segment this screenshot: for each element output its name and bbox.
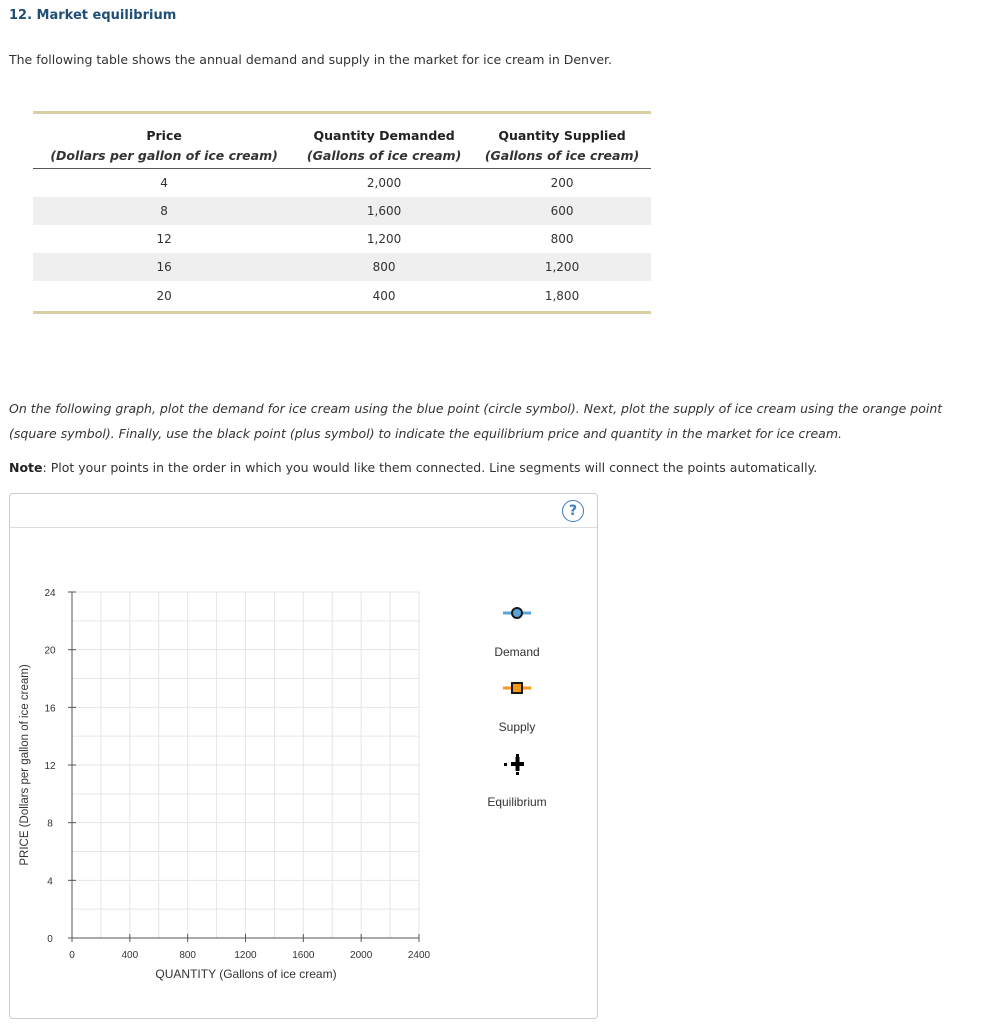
- y-axis-label: PRICE (Dollars per gallon of ice cream): [19, 664, 31, 866]
- header-price: Price: [146, 127, 182, 143]
- y-tick-label: 8: [47, 818, 53, 830]
- table-row: [33, 169, 651, 198]
- cell-price: 16: [33, 253, 295, 281]
- legend-demand-label: Demand: [494, 645, 540, 659]
- question-title: 12. Market equilibrium: [9, 8, 177, 23]
- x-tick-label: 400: [121, 950, 139, 961]
- note-body: : Plot your points in the order in which you would like them connected. Line segments will connect the points automatically.: [42, 460, 818, 475]
- cell-quantity-supplied: 600: [473, 197, 651, 225]
- equilibrium-point-tool[interactable]: [504, 754, 524, 775]
- table-row: [33, 225, 651, 253]
- cell-quantity-supplied: 1,800: [544, 289, 580, 303]
- grid-lines: [72, 592, 419, 938]
- x-tick-label: 0: [69, 950, 75, 961]
- note-label: Note: [9, 460, 43, 475]
- plot-area[interactable]: [10, 494, 597, 1018]
- y-tick-label: 20: [44, 645, 56, 657]
- x-tick-label: 800: [179, 950, 197, 961]
- x-axis-label: QUANTITY (Gallons of ice cream): [155, 967, 337, 981]
- question-intro: The following table shows the annual demand and supply in the market for ice cream in Denver.: [9, 52, 613, 67]
- note-text: [9, 460, 817, 475]
- plus-symbol-icon: [511, 757, 524, 771]
- cell-price: 20: [156, 289, 172, 303]
- demand-supply-table: [33, 111, 651, 314]
- cell-quantity-demanded: 800: [295, 253, 473, 281]
- cell-price: 12: [156, 232, 172, 246]
- circle-symbol-icon: [512, 608, 522, 618]
- x-tick-label: 2000: [350, 950, 373, 961]
- cell-quantity-demanded: 2,000: [366, 176, 402, 190]
- cell-quantity-supplied: 200: [550, 176, 574, 190]
- axes: [68, 592, 419, 942]
- y-tick-label: 24: [44, 588, 56, 599]
- table-row: [33, 197, 651, 225]
- y-tick-label: 16: [44, 703, 56, 715]
- supply-point-tool[interactable]: [503, 683, 531, 693]
- table-row: [33, 253, 651, 281]
- legend-equilibrium-label: Equilibrium: [487, 795, 547, 809]
- cell-quantity-supplied: 1,200: [473, 253, 651, 281]
- x-tick-label: 1200: [234, 950, 257, 961]
- cell-price: 4: [160, 176, 168, 190]
- help-icon[interactable]: ?: [562, 500, 584, 522]
- square-symbol-icon: [512, 683, 522, 693]
- x-tick-label: 1600: [292, 950, 315, 961]
- header-quantity-demanded: Quantity Demanded: [313, 127, 455, 143]
- header-demanded-unit: (Gallons of ice cream): [295, 144, 473, 169]
- graph-panel: [9, 493, 598, 1019]
- cell-quantity-demanded: 400: [372, 289, 396, 303]
- x-tick-label: 2400: [407, 950, 431, 961]
- cell-quantity-demanded: 1,600: [295, 197, 473, 225]
- demand-point-tool[interactable]: [503, 608, 531, 618]
- header-quantity-supplied: Quantity Supplied: [498, 127, 626, 143]
- cell-quantity-supplied: 800: [550, 232, 574, 246]
- y-tick-label: 12: [44, 761, 56, 772]
- table-row: [33, 281, 651, 311]
- tick-labels: [44, 588, 430, 961]
- legend-supply-label: Supply: [498, 720, 536, 734]
- cell-quantity-demanded: 1,200: [366, 232, 402, 246]
- graph-instructions: On the following graph, plot the demand for ice cream using the blue point (circle symbol). Next, plot the supply of ice cream using the orange point (square symbol). Finally, use the black point (plus symbol) to indicate the equilibrium price and quantity in the market for ice cream.: [9, 401, 943, 441]
- y-tick-label: 4: [47, 876, 53, 888]
- header-supplied-unit: (Gallons of ice cream): [473, 144, 651, 169]
- header-price-unit: (Dollars per gallon of ice cream): [33, 144, 295, 169]
- cell-price: 8: [33, 197, 295, 225]
- y-tick-label: 0: [47, 934, 53, 945]
